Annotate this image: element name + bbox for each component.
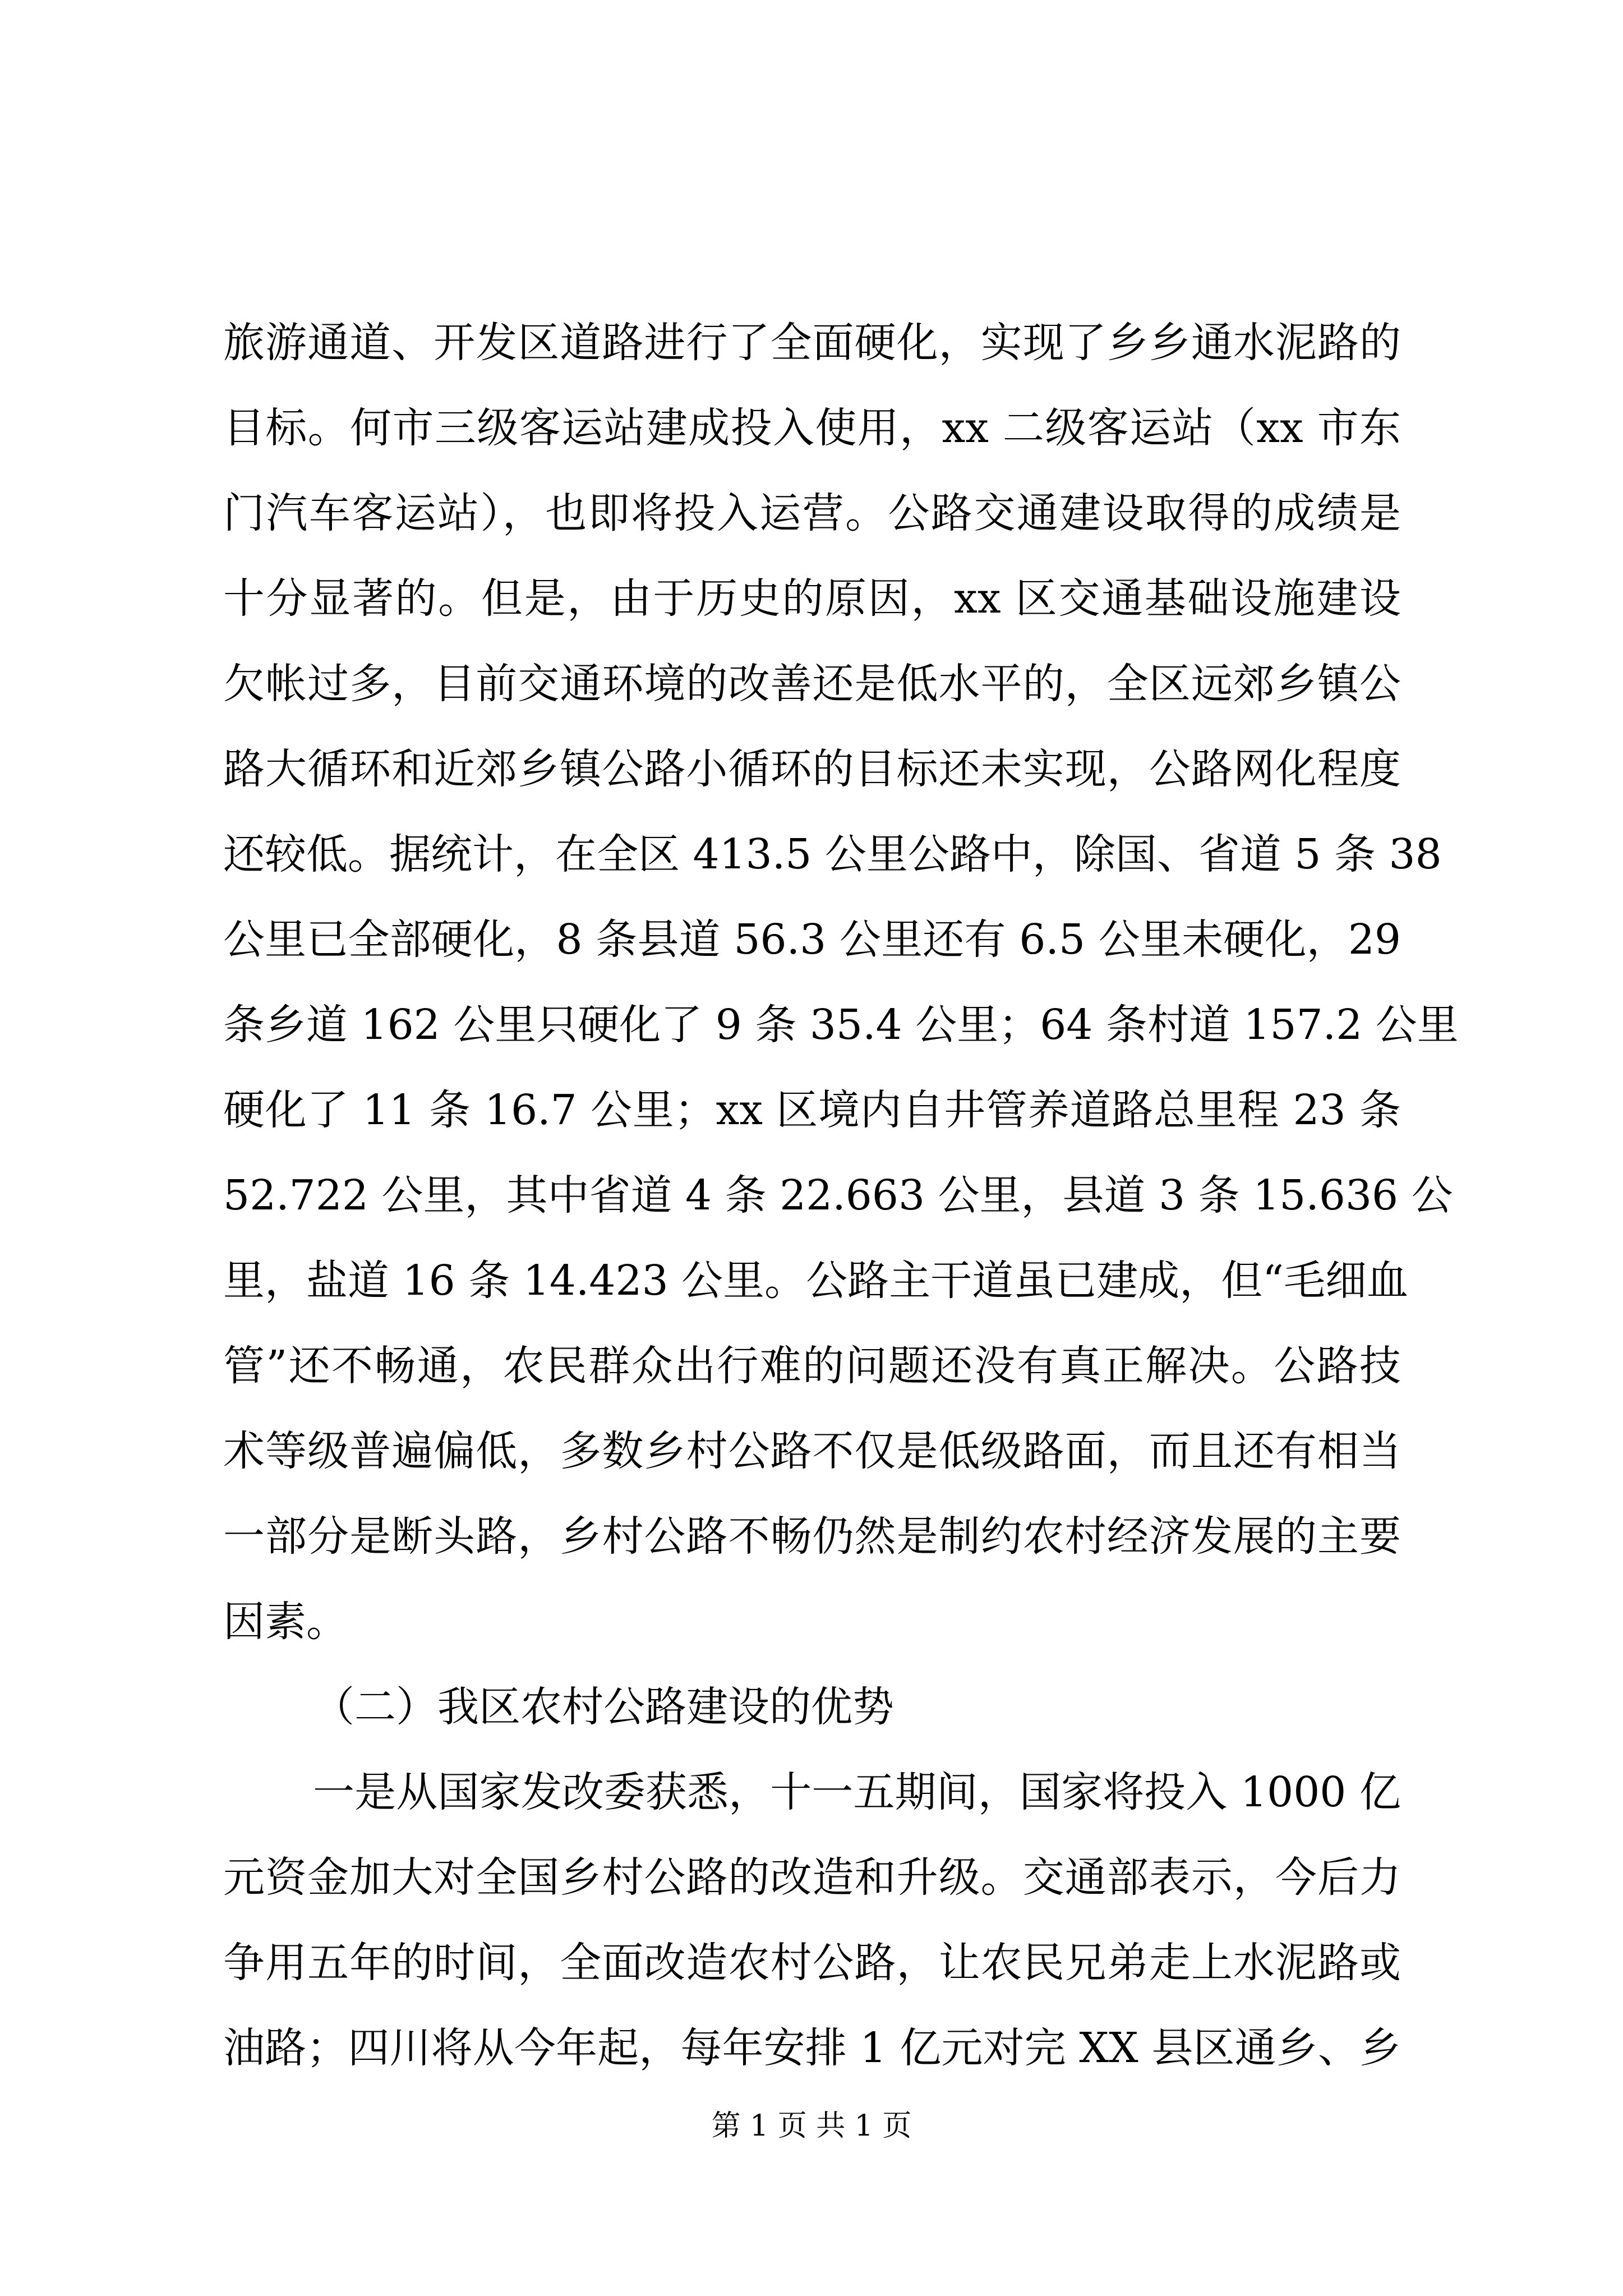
text-line: 条乡道 162 公里只硬化了 9 条 35.4 公里；64 条村道 157.2 公里	[223, 1001, 1459, 1049]
text-line: 因素。	[223, 1598, 348, 1646]
text-line: 公里已全部硬化，8 条县道 56.3 公里还有 6.5 公里未硬化，29	[223, 915, 1401, 964]
text-line: 一是从国家发改委获悉，十一五期间，国家将投入 1000 亿	[313, 1768, 1401, 1816]
text-line: 元资金加大对全国乡村公路的改造和升级。交通部表示，今后力	[223, 1853, 1401, 1902]
body-text	[223, 300, 1459, 2091]
page-footer: 第 1 页 共 1 页	[711, 2109, 912, 2143]
text-line: 里，盐道 16 条 14.423 公里。公路主干道虽已建成，但“毛细血	[223, 1257, 1409, 1305]
text-line: 十分显著的。但是，由于历史的原因，xx 区交通基础设施建设	[223, 574, 1401, 623]
text-line: 门汽车客运站），也即将投入运营。公路交通建设取得的成绩是	[223, 489, 1401, 537]
text-line: 管”还不畅通，农民群众出行难的问题还没有真正解决。公路技	[223, 1342, 1401, 1390]
text-line: 术等级普遍偏低，多数乡村公路不仅是低级路面，而且还有相当	[223, 1427, 1401, 1475]
text-line: （二）我区农村公路建设的优势	[313, 1683, 894, 1731]
text-line: 52.722 公里，其中省道 4 条 22.663 公里，县道 3 条 15.636 公	[223, 1171, 1453, 1220]
text-line: 目标。何市三级客运站建成投入使用，xx 二级客运站（xx 市东	[223, 404, 1401, 452]
text-line: 还较低。据统计，在全区 413.5 公里公路中，除国、省道 5 条 38	[223, 830, 1442, 878]
text-line: 欠帐过多，目前交通环境的改善还是低水平的，全区远郊乡镇公	[223, 660, 1401, 708]
text-line: 路大循环和近郊乡镇公路小循环的目标还未实现，公路网化程度	[223, 745, 1401, 793]
text-line: 一部分是断头路，乡村公路不畅仍然是制约农村经济发展的主要	[223, 1512, 1401, 1561]
text-line: 油路；四川将从今年起，每年安排 1 亿元对完 XX 县区通乡、乡	[223, 2024, 1401, 2072]
text-line: 硬化了 11 条 16.7 公里；xx 区境内自井管养道路总里程 23 条	[223, 1086, 1401, 1134]
text-line: 旅游通道、开发区道路进行了全面硬化，实现了乡乡通水泥路的	[223, 319, 1401, 367]
text-line: 争用五年的时间，全面改造农村公路，让农民兄弟走上水泥路或	[223, 1939, 1401, 1987]
